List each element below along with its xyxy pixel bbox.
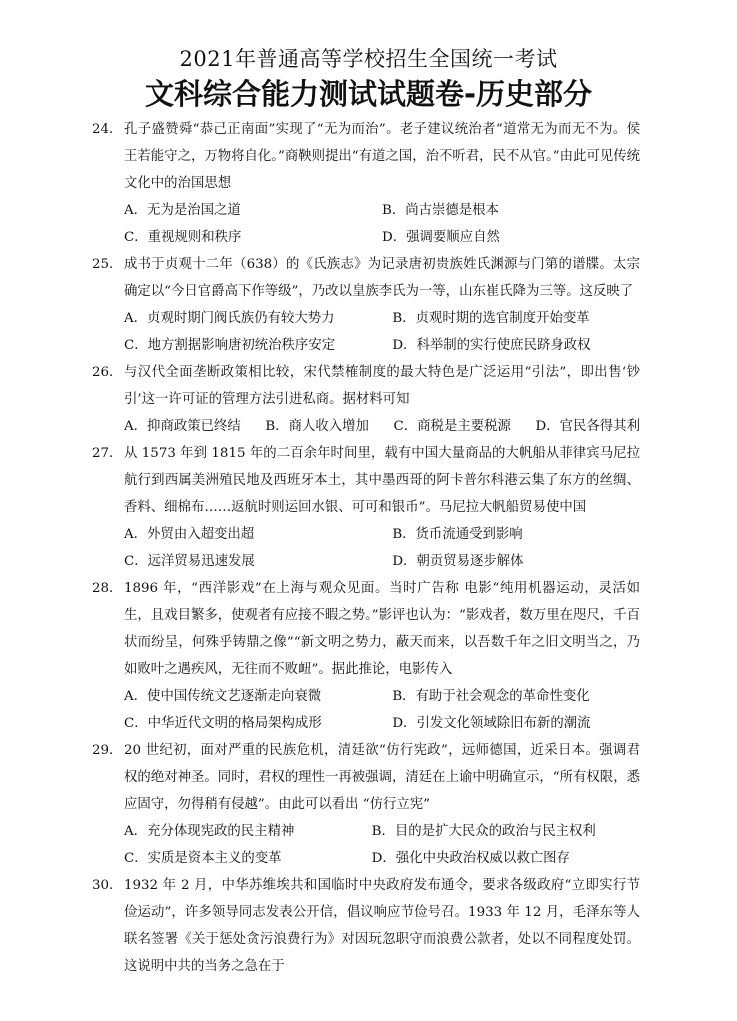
question-28 [92,575,640,683]
options-27 [124,521,640,575]
option-a: A．使中国传统文艺逐渐走向衰微 [124,689,322,704]
question-stem: 成书于贞观十二年（638）的《氏族志》为记录唐初贵族姓氏渊源与门第的谱牒。太宗确定以“今日官爵高下作等级”，乃改以皇族李氏为一等，山东崔氏降为三等。这反映了 [124,257,640,299]
question-27 [92,440,640,521]
question-29 [92,737,640,818]
option-c: C．远洋贸易迅速发展 [124,554,255,569]
option-d: D．科举制的实行使庶民跻身政权 [392,338,591,353]
options-28 [124,683,640,737]
option-a: A．充分体现宪政的民主精神 [124,824,295,839]
option-b: B．尚古崇德是根本 [382,203,499,218]
option-a: A．贞观时期门阀氏族仍有较大势力 [124,311,335,326]
question-number: 25． [92,257,123,272]
option-c: C．中华近代文明的格局架构成形 [124,716,322,731]
exam-title: 2021年普通高等学校招生全国统一考试 [179,47,558,71]
option-b: B．货币流通受到影响 [392,527,523,542]
options-24 [124,197,640,251]
option-c: C．实质是资本主义的变革 [124,851,282,866]
question-number: 27． [92,446,123,461]
question-number: 30． [92,878,123,893]
question-24 [92,116,640,197]
question-number: 28． [92,581,123,596]
options-29 [124,818,640,872]
option-a: A．无为是治国之道 [124,203,241,218]
option-c: C．重视规则和秩序 [124,230,242,245]
question-number: 24． [92,122,123,137]
question-number: 26． [92,365,123,380]
question-stem: 20 世纪初，面对严重的民族危机，清廷欲“仿行宪政”，远师德国，近采日本。强调君权的绝对神圣。同时，君权的理性一再被强调，清廷在上谕中明确宣示，“所有权限，悉应固守，勿得稍有侵越”。由此可以看出 “仿行立宪” [124,743,640,812]
option-d: D．朝贡贸易逐步解体 [392,554,524,569]
option-d: D．强调要顺应自然 [382,230,500,245]
question-stem: 1896 年，“西洋影戏”在上海与观众见面。当时广告称 电影“纯用机器运动，灵活如生，且戏目繁多，使观者有应接不暇之势。”影评也认为：“影戏者，数万里在咫尺，千百状而纷呈，何殊乎铸鼎之像”“新文明之势力，蔽天而来，以吾数千年之旧文明当之，乃如败叶之遇疾风，无往而不败衄”。据此推论，电影传入 [124,581,640,677]
option-d: D．强化中央政治权威以救亡图存 [371,851,570,866]
question-stem: 与汉代全面垄断政策相比较，宋代禁榷制度的最大特色是广泛运用“引法”，即出售‘钞引’这一许可证的管理方法引进私商。据材料可知 [124,365,640,407]
exam-subtitle: 文科综合能力测试试题卷-历史部分 [144,77,593,111]
option-b: B．商人收入增加 [265,419,369,434]
question-30 [92,872,640,980]
question-25 [92,251,640,305]
option-d: D．官民各得其利 [535,419,640,434]
options-26 [124,413,640,440]
question-stem: 从 1573 年到 1815 年的二百余年时间里，载有中国大量商品的大帆船从菲律宾马尼拉航行到西属美洲殖民地及西班牙本土，其中墨西哥的阿卡普尔科港云集了东方的丝绸、香料、细棉布……返航时则运回水银、可可和银币”。马尼拉大帆船贸易使中国 [124,446,640,515]
question-26 [92,359,640,413]
question-stem: 1932 年 2 月，中华苏维埃共和国临时中央政府发布通令，要求各级政府“立即实行节俭运动”，许多领导同志发表公开信，倡议响应节俭号召。1933 年 12 月，毛泽东等人联名签署《关于惩处贪污浪费行为》对因玩忽职守而浪费公款者，处以不同程度处罚。这说明中共的当务之急在于 [124,878,640,974]
option-a: A．抑商政策已终结 [124,419,241,434]
option-b: B．有助于社会观念的革命性变化 [392,689,590,704]
option-d: D．引发文化领域除旧布新的潮流 [392,716,591,731]
question-stem: 孔子盛赞舜“恭己正南面”实现了“无为而治”。老子建议统治者“道常无为而无不为。侯王若能守之，万物将自化。”商鞅则提出“有道之国，治不听君，民不从官。”由此可见传统文化中的治国思想 [124,122,640,191]
option-c: C．商税是主要税源 [393,419,511,434]
option-b: B．贞观时期的选官制度开始变革 [392,311,590,326]
option-a: A．外贸由入超变出超 [124,527,255,542]
option-b: B．目的是扩大民众的政治与民主权利 [371,824,596,839]
options-25 [124,305,640,359]
option-c: C．地方割据影响唐初统治秩序安定 [124,338,336,353]
question-number: 29． [92,743,123,758]
